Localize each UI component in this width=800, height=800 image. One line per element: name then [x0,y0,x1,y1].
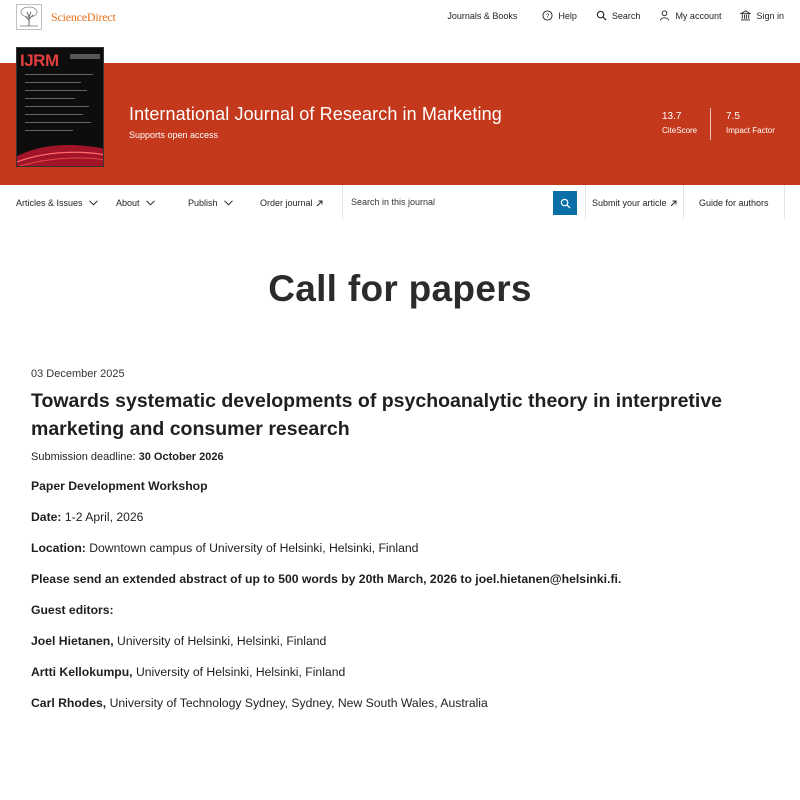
guest-editor [31,664,771,680]
workshop-location [31,540,771,556]
journal-search-input[interactable] [343,185,553,219]
articles-issues-label: Articles & Issues [16,198,83,208]
editor-affiliation: University of Helsinki, Helsinki, Finland [132,665,346,679]
journal-nav [0,185,800,221]
journal-cover[interactable] [16,47,104,167]
location-value: Downtown campus of University of Helsinki, Helsinki, Finland [85,541,419,555]
top-nav [447,10,784,21]
guest-editor [31,695,771,711]
article-title: Towards systematic developments of psychoanalytic theory in interpretive marketing and consumer research [31,390,723,440]
sign-in-label: Sign in [756,10,784,21]
search-icon [560,198,571,209]
cover-text-line [25,90,87,91]
impact-factor-label: Impact Factor [726,126,775,135]
citescore-value: 13.7 [662,111,682,122]
cover-text-line [25,98,75,99]
submission-deadline [31,451,771,463]
cover-text-line [25,106,89,107]
editor-name: Carl Rhodes, [31,696,107,710]
publish-menu[interactable] [188,198,233,208]
order-journal-label: Order journal [260,198,313,208]
chevron-down-icon [224,200,233,206]
date-label: Date: [31,510,62,524]
elsevier-tree-icon [16,4,42,30]
cover-text-line [25,114,83,115]
editor-name: Artti Kellokumpu, [31,665,133,679]
about-label: About [116,198,140,208]
institution-icon [740,10,751,21]
citescore-metric[interactable] [662,111,697,135]
nav-divider [784,185,785,219]
guest-editors-heading [31,602,771,618]
guide-for-authors-link[interactable] [699,198,769,208]
order-journal-link[interactable] [260,198,323,208]
chevron-down-icon [146,200,155,206]
journals-books-link[interactable] [447,11,517,21]
editor-name: Joel Hietanen, [31,634,114,648]
page-heading: Call for papers [268,268,532,309]
chevron-down-icon [89,200,98,206]
editors-label: Guest editors: [31,603,114,617]
about-menu[interactable] [116,198,155,208]
editor-affiliation: University of Helsinki, Helsinki, Finland [113,634,327,648]
date-value: 1-2 April, 2026 [61,510,144,524]
sciencedirect-logo[interactable] [16,4,116,30]
location-label: Location: [31,541,86,555]
my-account-label: My account [675,10,722,21]
person-icon [659,10,670,21]
abstract-instructions [31,571,771,587]
search-label: Search [611,10,641,21]
submit-article-label: Submit your article [592,198,667,208]
help-circle-icon [542,10,553,21]
guide-for-authors-label: Guide for authors [699,198,769,208]
articles-issues-menu[interactable] [16,198,98,208]
workshop-date [31,509,771,525]
brand-name: ScienceDirect [51,9,116,24]
external-link-icon [316,200,323,207]
nav-divider [585,185,586,219]
journals-books-label: Journals & Books [447,10,518,21]
workshop-label: Paper Development Workshop [31,479,208,493]
citescore-label: CiteScore [662,126,698,135]
deadline-value: 30 October 2026 [138,451,224,463]
svg-text:?: ? [546,12,550,20]
deadline-label: Submission deadline: [31,451,139,463]
editor-affiliation: University of Technology Sydney, Sydney, New South Wales, Australia [106,696,488,710]
nav-divider [683,185,684,219]
impact-factor-value: 7.5 [726,111,740,122]
cover-swoosh-graphic [16,132,104,167]
cover-publisher-mark [70,54,100,59]
call-for-papers-article [31,368,771,711]
cover-text-line [25,74,93,75]
top-bar [0,0,800,48]
help-label: Help [558,10,577,21]
cover-text-line [25,82,81,83]
search-icon [596,10,607,21]
abstract-note: Please send an extended abstract of up to 500 words by 20th March, 2026 to joel.hietanen@helsinki.fi. [31,572,622,586]
publish-date: 03 December 2025 [31,368,125,380]
publish-label: Publish [188,198,218,208]
search-link[interactable] [596,10,641,21]
cover-text-line [25,122,91,123]
cover-text-line [25,130,73,131]
cover-logo-text: IJRM [20,51,59,70]
my-account-link[interactable] [659,10,721,21]
journal-title[interactable]: International Journal of Research in Marketing [129,104,502,124]
help-link[interactable] [542,10,577,21]
external-link-icon [670,200,677,207]
journal-search-button[interactable] [553,191,577,215]
sign-in-link[interactable] [740,10,784,21]
metric-divider [710,108,711,140]
workshop-heading [31,478,771,494]
impact-factor-metric[interactable] [726,111,775,135]
submit-article-link[interactable] [592,198,677,208]
guest-editor [31,633,771,649]
open-access-label: Supports open access [129,130,219,140]
